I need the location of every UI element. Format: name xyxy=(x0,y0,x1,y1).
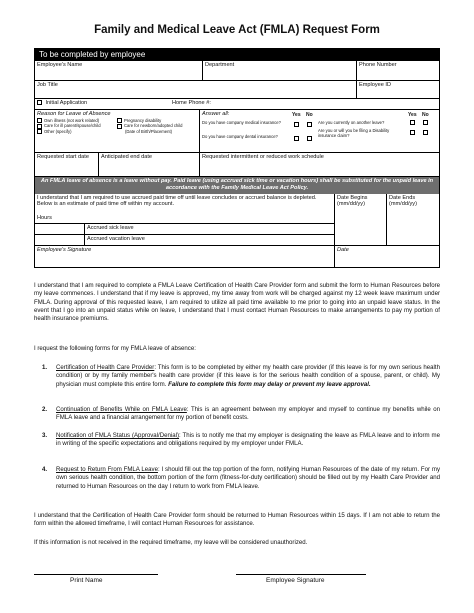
care-ill-family-label: Care for ill parent/spouse/child xyxy=(44,123,101,129)
reason-for-leave-box xyxy=(35,109,200,153)
dental-no-checkbox[interactable] xyxy=(307,136,312,141)
item-title: Notification of FMLA Status (Approval/Denial) xyxy=(56,432,180,439)
start-date-field[interactable] xyxy=(35,153,99,177)
employee-signature-footer-label: Employee Signature xyxy=(266,577,325,584)
vacation-hours-field[interactable] xyxy=(35,235,85,246)
item-number: 3. xyxy=(42,432,48,439)
date-ends-field[interactable] xyxy=(387,194,439,246)
accrued-vacation-label: Accrued vacation leave xyxy=(87,236,145,242)
item-text: : This is an agreement between my employer and myself to continue my benefits while on FMLA leave and a financial arrangement for my portion of benefit costs. xyxy=(56,406,440,422)
accrued-sick-row xyxy=(85,224,335,235)
item-number: 2. xyxy=(42,406,48,413)
print-name-line[interactable] xyxy=(34,574,158,575)
medical-insurance-question: Do you have company medical insurance? xyxy=(202,120,281,125)
hours-label: Hours xyxy=(37,215,52,221)
anticipated-end-date-label: Anticipated end date xyxy=(101,154,153,160)
employee-name-label: Employee's Name xyxy=(37,62,83,68)
phone-number-label: Phone Number xyxy=(359,62,397,68)
sick-hours-field[interactable] xyxy=(35,224,85,235)
another-leave-yes-checkbox[interactable] xyxy=(410,120,415,125)
home-phone-label: Home Phone #: xyxy=(172,100,211,106)
initial-application-label: Initial Application xyxy=(45,100,88,106)
yes-label-right: Yes xyxy=(408,112,417,118)
return-form-paragraph: I understand that the Certification of Health Care Provider form should be returned to Human Resources within 15 days. If I am not able to return the form within the allowed timeframe, I will contact Human Resources for assistance. xyxy=(34,512,440,528)
dental-insurance-question: Do you have company dental insurance? xyxy=(202,134,278,139)
date-ends-label: Date Ends (mm/dd/yy) xyxy=(389,195,417,207)
care-newborn-label: Care for newborn/adopted child xyxy=(124,123,183,129)
reason-heading: Reason for Leave of Absence xyxy=(37,111,111,117)
department-field[interactable] xyxy=(203,61,357,81)
medical-no-checkbox[interactable] xyxy=(307,122,312,127)
employee-section xyxy=(34,48,440,268)
employee-signature-field[interactable] xyxy=(35,246,335,267)
item-title: Continuation of Benefits While on FMLA Leave xyxy=(56,406,187,413)
no-label-right: No xyxy=(422,112,429,118)
employee-signature-line[interactable] xyxy=(236,574,366,575)
employee-id-label: Employee ID xyxy=(359,82,392,88)
answer-all-box xyxy=(200,109,439,153)
yes-label-left: Yes xyxy=(292,112,301,118)
disability-yes-checkbox[interactable] xyxy=(410,130,415,135)
list-item xyxy=(42,364,440,389)
phone-number-field[interactable] xyxy=(357,61,439,81)
date-begins-field[interactable] xyxy=(335,194,387,246)
employee-signature-label: Employee's Signature xyxy=(37,247,92,253)
initial-application-checkbox[interactable] xyxy=(37,100,42,105)
health-care-certification-paragraph: I understand that I am required to complete a FMLA Leave Certification of Health Care Provider form and submit the form to Human Resources before my leave commences. I understand that if my leave is approved, my time away from work will be charged against my 12 week leave maximum under FMLA. During approval of this requested leave, I am required to utilize all paid time available to me prior to going into an unpaid leave status. In the event that I go into an unpaid status while on leave, I understand that I must contact Human Resources to make arrangements to pay my portion of health insurance premiums. xyxy=(34,282,440,323)
own-illness-label: Own illness (not work related) xyxy=(44,118,100,123)
care-newborn-checkbox[interactable] xyxy=(117,124,122,129)
accrued-statement: I understand that I am required to use accrued paid time off until leave concludes or accrued balance is depleted. Below is an estimate of paid time off within my account. xyxy=(37,195,317,207)
form-title: Family and Medical Leave Act (FMLA) Request Form xyxy=(94,24,380,36)
no-label-left: No xyxy=(306,112,313,118)
answer-all-heading: Answer all: xyxy=(202,111,230,117)
medical-yes-checkbox[interactable] xyxy=(294,122,299,127)
intermittent-schedule-field[interactable] xyxy=(200,153,439,177)
list-item xyxy=(42,406,440,423)
date-of-birth-placement-label: (Date of Birth/Placement) xyxy=(125,128,173,134)
signature-date-label: Date xyxy=(337,247,349,253)
print-name-label: Print Name xyxy=(70,577,103,584)
dental-yes-checkbox[interactable] xyxy=(294,136,299,141)
job-title-label: Job Title xyxy=(37,82,58,88)
date-begins-label: Date Begins (mm/dd/yy) xyxy=(337,195,368,207)
hours-label-box xyxy=(35,215,85,224)
item-text: : I should fill out the top portion of the form, notifying Human Resources of the date of my return. For my own serious health condition, the bottom portion of the form (fitness-for-duty certification) should be filled out by my Health Care Provider and returned to Human Resources on the day I return to work from FMLA leave. xyxy=(56,466,440,490)
pregnancy-disability-label: Pregnancy disability xyxy=(124,118,162,123)
other-reason-label: Other (specify) xyxy=(44,128,72,134)
department-label: Department xyxy=(205,62,235,68)
unauthorized-notice: If this information is not received in the required timeframe, my leave will be considered unauthorized. xyxy=(34,539,308,546)
another-leave-no-checkbox[interactable] xyxy=(423,120,428,125)
item-number: 1. xyxy=(42,364,48,371)
list-item xyxy=(42,466,440,491)
item-text: : This form is to be completed by either my health care provider (if this leave is for my own serious health condition) or by my family member's health care provider (if this leave is for the serious health condition of a spouse, parent, or child). My physician must complete this entire form. xyxy=(56,364,440,388)
accrued-sick-label: Accrued sick leave xyxy=(87,225,134,231)
item-text: : This is to notify me that my employer is designating the leave as FMLA leave and to inform me in writing of the specific expectations and obligations required by my employer under FMLA. xyxy=(56,432,440,448)
employee-id-field[interactable] xyxy=(357,81,439,99)
anticipated-end-date-field[interactable] xyxy=(99,153,200,177)
section-header: To be completed by employee xyxy=(35,49,439,61)
forms-request-intro: I request the following forms for my FMLA leave of absence: xyxy=(34,345,196,352)
item-emphasis: Failure to complete this form may delay or prevent my leave approval. xyxy=(168,380,371,388)
item-number: 4. xyxy=(42,466,48,473)
application-row xyxy=(35,99,439,109)
job-title-field[interactable] xyxy=(35,81,357,99)
employee-name-field[interactable] xyxy=(35,61,203,81)
start-date-label: Requested start date xyxy=(37,154,89,160)
disability-no-checkbox[interactable] xyxy=(423,130,428,135)
signature-date-field[interactable] xyxy=(335,246,439,267)
accrued-vacation-row xyxy=(85,235,335,246)
item-title: Request to Return From FMLA Leave xyxy=(56,466,158,473)
intermittent-schedule-label: Requested intermittent or reduced work schedule xyxy=(202,154,324,160)
item-title: Certification of Health Care Provider xyxy=(56,364,155,371)
another-leave-question: Are you currently on another leave? xyxy=(318,120,385,125)
other-reason-checkbox[interactable] xyxy=(37,129,42,134)
disability-claim-question: Are you or will you be filing a Disability insurance claim? xyxy=(318,128,390,138)
list-item xyxy=(42,432,440,449)
unpaid-leave-notice: An FMLA leave of absence is a leave without pay. Paid leave (using accrued sick time or vacation hours) shall be substituted for the unpaid leave in accordance with the Family Medical Leave Act Policy. xyxy=(35,177,439,194)
